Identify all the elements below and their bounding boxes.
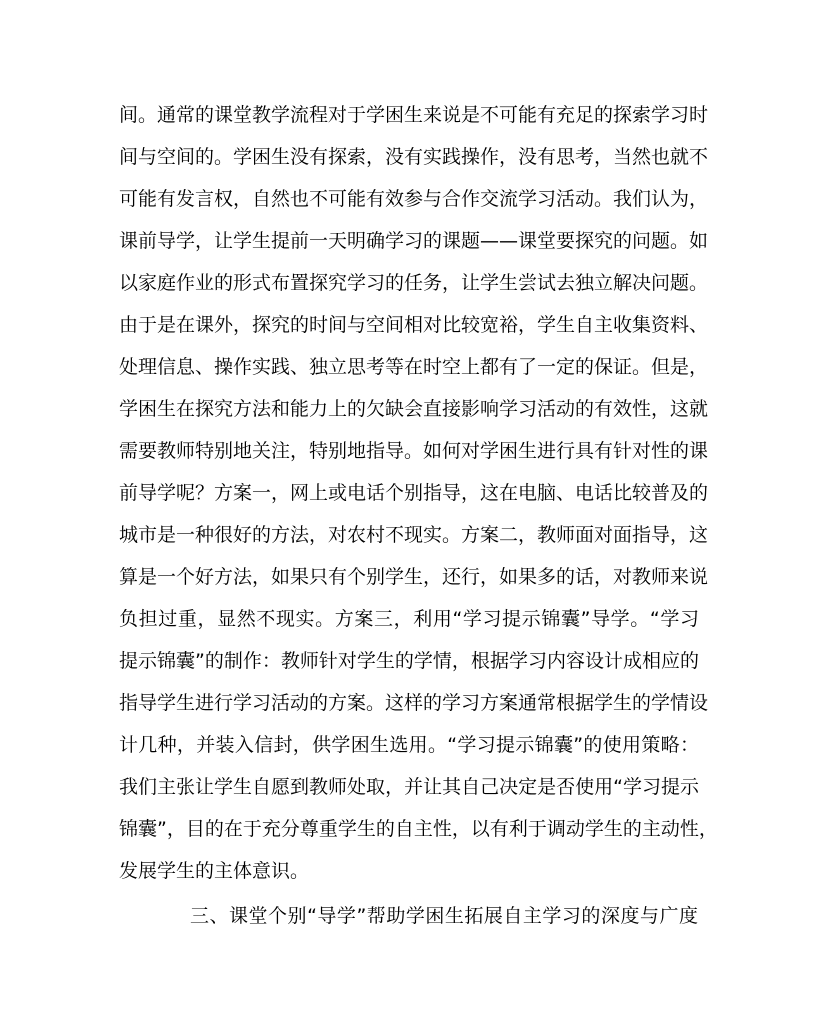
paragraph-line: 前导学呢？方案一，网上或电话个别指导，这在电脑、电话比较普及的 — [119, 482, 709, 504]
paragraph-line: 处理信息、操作实践、独立思考等在时空上都有了一定的保证。但是， — [119, 356, 709, 378]
paragraph-line: 间。通常的课堂教学流程对于学困生来说是不可能有充足的探索学习时 — [119, 104, 709, 126]
paragraph-line: 算是一个好方法，如果只有个别学生，还行，如果多的话，对教师来说 — [119, 566, 709, 588]
paragraph-line: 锦囊”，目的在于充分尊重学生的自主性，以有利于调动学生的主动性， — [119, 818, 718, 840]
paragraph-line: 我们主张让学生自愿到教师处取，并让其自己决定是否使用“学习提示 — [119, 776, 699, 798]
paragraph-line: 课前导学，让学生提前一天明确学习的课题——课堂要探究的问题。如 — [119, 230, 709, 252]
paragraph-line: 由于是在课外，探究的时间与空间相对比较宽裕，学生自主收集资料、 — [119, 314, 709, 336]
paragraph-line: 可能有发言权，自然也不可能有效参与合作交流学习活动。我们认为， — [119, 188, 709, 210]
paragraph-line: 间与空间的。学困生没有探索，没有实践操作，没有思考，当然也就不 — [119, 146, 709, 168]
section-heading: 三、课堂个别“导学”帮助学困生拓展自主学习的深度与广度 — [190, 905, 698, 927]
paragraph-line: 城市是一种很好的方法，对农村不现实。方案二，教师面对面指导，这 — [119, 524, 709, 546]
paragraph-line: 负担过重，显然不现实。方案三，利用“学习提示锦囊”导学。“学习 — [119, 608, 699, 630]
paragraph-line-last: 发展学生的主体意识。 — [119, 860, 310, 882]
paragraph-line: 需要教师特别地关注，特别地指导。如何对学困生进行具有针对性的课 — [119, 440, 709, 462]
paragraph-line: 学困生在探究方法和能力上的欠缺会直接影响学习活动的有效性，这就 — [119, 398, 709, 420]
paragraph-line: 指导学生进行学习活动的方案。这样的学习方案通常根据学生的学情设 — [119, 692, 709, 714]
paragraph-line: 以家庭作业的形式布置探究学习的任务，让学生尝试去独立解决问题。 — [119, 272, 709, 294]
paragraph-line: 计几种，并装入信封，供学困生选用。“学习提示锦囊”的使用策略： — [119, 734, 699, 756]
paragraph-line: 提示锦囊”的制作：教师针对学生的学情，根据学习内容设计成相应的 — [119, 650, 699, 672]
